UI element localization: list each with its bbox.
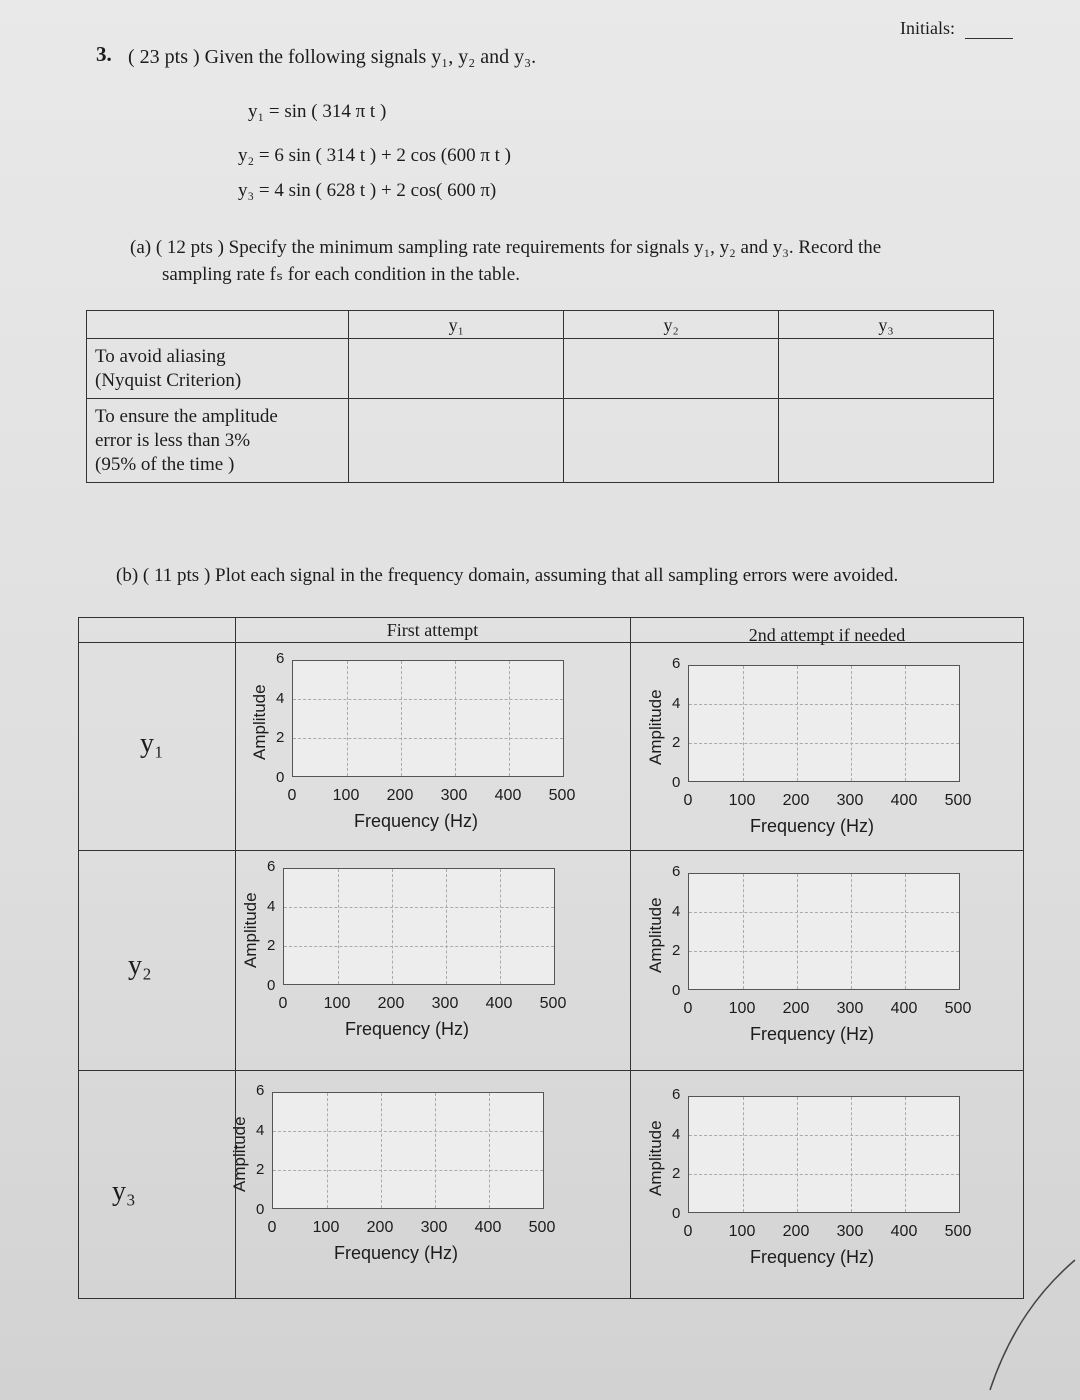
y-tick-label: 2 xyxy=(672,734,681,752)
gridline xyxy=(401,661,402,776)
row-label-line: error is less than 3% xyxy=(95,429,251,451)
table-header-y1: y₁ xyxy=(349,311,564,339)
gridline xyxy=(905,874,906,989)
x-tick-label: 100 xyxy=(728,1223,756,1240)
gridline xyxy=(381,1093,382,1208)
x-tick-label: 400 xyxy=(890,1223,918,1240)
row-label-amplitude-error xyxy=(87,399,349,483)
row-label-y1: y₁ xyxy=(140,728,164,759)
signal-y1-equation: y₁ = sin ( 314 π t ) xyxy=(248,101,387,122)
y-axis-label: Amplitude xyxy=(250,684,269,760)
gridline xyxy=(689,1135,959,1136)
x-tick-label: 500 xyxy=(539,995,567,1012)
x-axis-label: Frequency (Hz) xyxy=(354,811,479,831)
gridline xyxy=(689,704,959,705)
grid-divider xyxy=(630,617,631,1299)
gridline xyxy=(743,874,744,989)
signal-y3-equation: y₃ = 4 sin ( 628 t ) + 2 cos( 600 π) xyxy=(238,180,497,201)
x-tick-label: 400 xyxy=(485,995,513,1012)
x-tick-label: 500 xyxy=(944,792,972,809)
gridline xyxy=(435,1093,436,1208)
y-tick-label: 6 xyxy=(672,655,681,672)
grid-divider xyxy=(78,850,1024,851)
gridline xyxy=(284,907,554,908)
gridline xyxy=(743,1097,744,1212)
table-header-y2: y₂ xyxy=(564,311,779,339)
gridline xyxy=(392,869,393,984)
y-tick-label: 4 xyxy=(672,902,681,920)
x-tick-label: 0 xyxy=(683,792,693,809)
gridline xyxy=(489,1093,490,1208)
y-tick-label: 6 xyxy=(276,650,285,667)
gridline xyxy=(797,666,798,781)
y-tick-label: 0 xyxy=(276,769,285,786)
gridline xyxy=(455,661,456,776)
gridline xyxy=(293,738,563,739)
y-tick-label: 4 xyxy=(672,1125,681,1143)
y-tick-label: 2 xyxy=(267,937,276,955)
gridline xyxy=(284,946,554,947)
x-tick-label: 200 xyxy=(782,1000,810,1017)
answer-cell-error-y3[interactable] xyxy=(779,399,994,483)
gridline xyxy=(851,1097,852,1212)
y-axis-label: Amplitude xyxy=(241,892,260,968)
x-tick-label: 400 xyxy=(890,792,918,809)
frequency-plot-frame[interactable] xyxy=(688,873,960,990)
x-tick-label: 100 xyxy=(332,787,360,804)
gridline xyxy=(293,699,563,700)
pen-stroke-mark xyxy=(980,1250,1080,1400)
x-tick-label: 0 xyxy=(267,1219,277,1236)
x-tick-label: 500 xyxy=(528,1219,556,1236)
y-tick-label: 0 xyxy=(267,977,276,994)
question-heading: ( 23 pts ) Given the following signals y₁, y₂ and y₃. xyxy=(128,46,537,68)
x-tick-label: 0 xyxy=(683,1223,693,1240)
y-tick-label: 6 xyxy=(267,858,276,875)
row-label-y2: y₂ xyxy=(128,950,152,981)
x-tick-label: 200 xyxy=(366,1219,394,1236)
row-label-line: To ensure the amplitude xyxy=(95,405,278,427)
answer-cell-nyquist-y1[interactable] xyxy=(349,339,564,399)
y-tick-label: 2 xyxy=(672,942,681,960)
answer-cell-nyquist-y2[interactable] xyxy=(564,339,779,399)
gridline xyxy=(905,666,906,781)
x-tick-label: 300 xyxy=(420,1219,448,1236)
frequency-plot-frame[interactable] xyxy=(272,1092,544,1209)
x-axis-label: Frequency (Hz) xyxy=(750,1247,875,1267)
frequency-plot-frame[interactable] xyxy=(283,868,555,985)
y-tick-label: 6 xyxy=(256,1082,265,1099)
col-header-second-attempt: 2nd attempt if needed xyxy=(748,625,906,645)
frequency-plot-frame[interactable] xyxy=(292,660,564,777)
gridline xyxy=(347,661,348,776)
gridline xyxy=(500,869,501,984)
y-tick-label: 4 xyxy=(256,1121,265,1139)
x-tick-label: 100 xyxy=(728,792,756,809)
y-axis-label: Amplitude xyxy=(646,897,665,973)
y-tick-label: 0 xyxy=(672,774,681,791)
x-axis-label: Frequency (Hz) xyxy=(750,1024,875,1044)
gridline xyxy=(851,666,852,781)
answer-cell-error-y1[interactable] xyxy=(349,399,564,483)
signal-y2-equation: y₂ = 6 sin ( 314 t ) + 2 cos (600 π t ) xyxy=(238,145,512,166)
gridline xyxy=(689,743,959,744)
col-header-first-attempt: First attempt xyxy=(386,620,479,640)
row-label-line: (Nyquist Criterion) xyxy=(95,369,242,391)
answer-cell-error-y2[interactable] xyxy=(564,399,779,483)
gridline xyxy=(905,1097,906,1212)
y-tick-label: 0 xyxy=(672,982,681,999)
gridline xyxy=(338,869,339,984)
x-tick-label: 300 xyxy=(836,1223,864,1240)
y-tick-label: 4 xyxy=(672,694,681,712)
row-label-line: (95% of the time ) xyxy=(95,453,235,475)
x-axis-label: Frequency (Hz) xyxy=(345,1019,470,1039)
gridline xyxy=(327,1093,328,1208)
gridline xyxy=(797,874,798,989)
frequency-plot-frame[interactable] xyxy=(688,665,960,782)
x-tick-label: 300 xyxy=(836,792,864,809)
x-tick-label: 100 xyxy=(728,1000,756,1017)
y-tick-label: 2 xyxy=(276,729,285,747)
row-label-nyquist xyxy=(87,339,349,399)
initials-label: Initials: xyxy=(900,18,955,38)
x-tick-label: 300 xyxy=(836,1000,864,1017)
answer-cell-nyquist-y3[interactable] xyxy=(779,339,994,399)
y-axis-label: Amplitude xyxy=(646,689,665,765)
gridline xyxy=(446,869,447,984)
x-tick-label: 300 xyxy=(440,787,468,804)
row-label-y3: y₃ xyxy=(112,1176,136,1207)
grid-divider xyxy=(78,1070,1024,1071)
part-a-instruction-cont: sampling rate fₛ for each condition in the table. xyxy=(162,264,520,285)
x-tick-label: 0 xyxy=(287,787,297,804)
question-number: 3. xyxy=(96,42,112,66)
x-tick-label: 200 xyxy=(386,787,414,804)
sampling-rate-table xyxy=(86,310,994,483)
table-corner xyxy=(87,311,349,339)
x-tick-label: 200 xyxy=(377,995,405,1012)
y-axis-label: Amplitude xyxy=(230,1116,249,1192)
grid-divider xyxy=(235,617,236,1299)
table-header-y3: y₃ xyxy=(779,311,994,339)
y-tick-label: 2 xyxy=(256,1161,265,1179)
x-tick-label: 0 xyxy=(683,1000,693,1017)
part-b-instruction: (b) ( 11 pts ) Plot each signal in the frequency domain, assuming that all sampling errors were avoided. xyxy=(116,565,899,586)
initials-field[interactable] xyxy=(965,38,1013,39)
x-axis-label: Frequency (Hz) xyxy=(334,1243,459,1263)
gridline xyxy=(273,1170,543,1171)
y-axis-label: Amplitude xyxy=(646,1120,665,1196)
gridline xyxy=(689,912,959,913)
x-tick-label: 100 xyxy=(312,1219,340,1236)
x-tick-label: 400 xyxy=(474,1219,502,1236)
gridline xyxy=(743,666,744,781)
frequency-plot-frame[interactable] xyxy=(688,1096,960,1213)
y-tick-label: 2 xyxy=(672,1165,681,1183)
x-tick-label: 200 xyxy=(782,792,810,809)
x-tick-label: 500 xyxy=(548,787,576,804)
gridline xyxy=(851,874,852,989)
x-tick-label: 0 xyxy=(278,995,288,1012)
x-axis-label: Frequency (Hz) xyxy=(750,816,875,836)
x-tick-label: 400 xyxy=(494,787,522,804)
y-tick-label: 0 xyxy=(672,1205,681,1222)
gridline xyxy=(689,1174,959,1175)
x-tick-label: 200 xyxy=(782,1223,810,1240)
y-tick-label: 4 xyxy=(276,689,285,707)
part-a-instruction: (a) ( 12 pts ) Specify the minimum sampling rate requirements for signals y₁, y₂ and y₃. Record the xyxy=(130,237,882,258)
x-tick-label: 100 xyxy=(323,995,351,1012)
x-tick-label: 500 xyxy=(944,1000,972,1017)
gridline xyxy=(509,661,510,776)
x-tick-label: 300 xyxy=(431,995,459,1012)
y-tick-label: 6 xyxy=(672,863,681,880)
gridline xyxy=(797,1097,798,1212)
y-tick-label: 6 xyxy=(672,1086,681,1103)
x-tick-label: 500 xyxy=(944,1223,972,1240)
y-tick-label: 0 xyxy=(256,1201,265,1218)
gridline xyxy=(689,951,959,952)
y-tick-label: 4 xyxy=(267,897,276,915)
row-label-line: To avoid aliasing xyxy=(95,345,226,367)
x-tick-label: 400 xyxy=(890,1000,918,1017)
gridline xyxy=(273,1131,543,1132)
